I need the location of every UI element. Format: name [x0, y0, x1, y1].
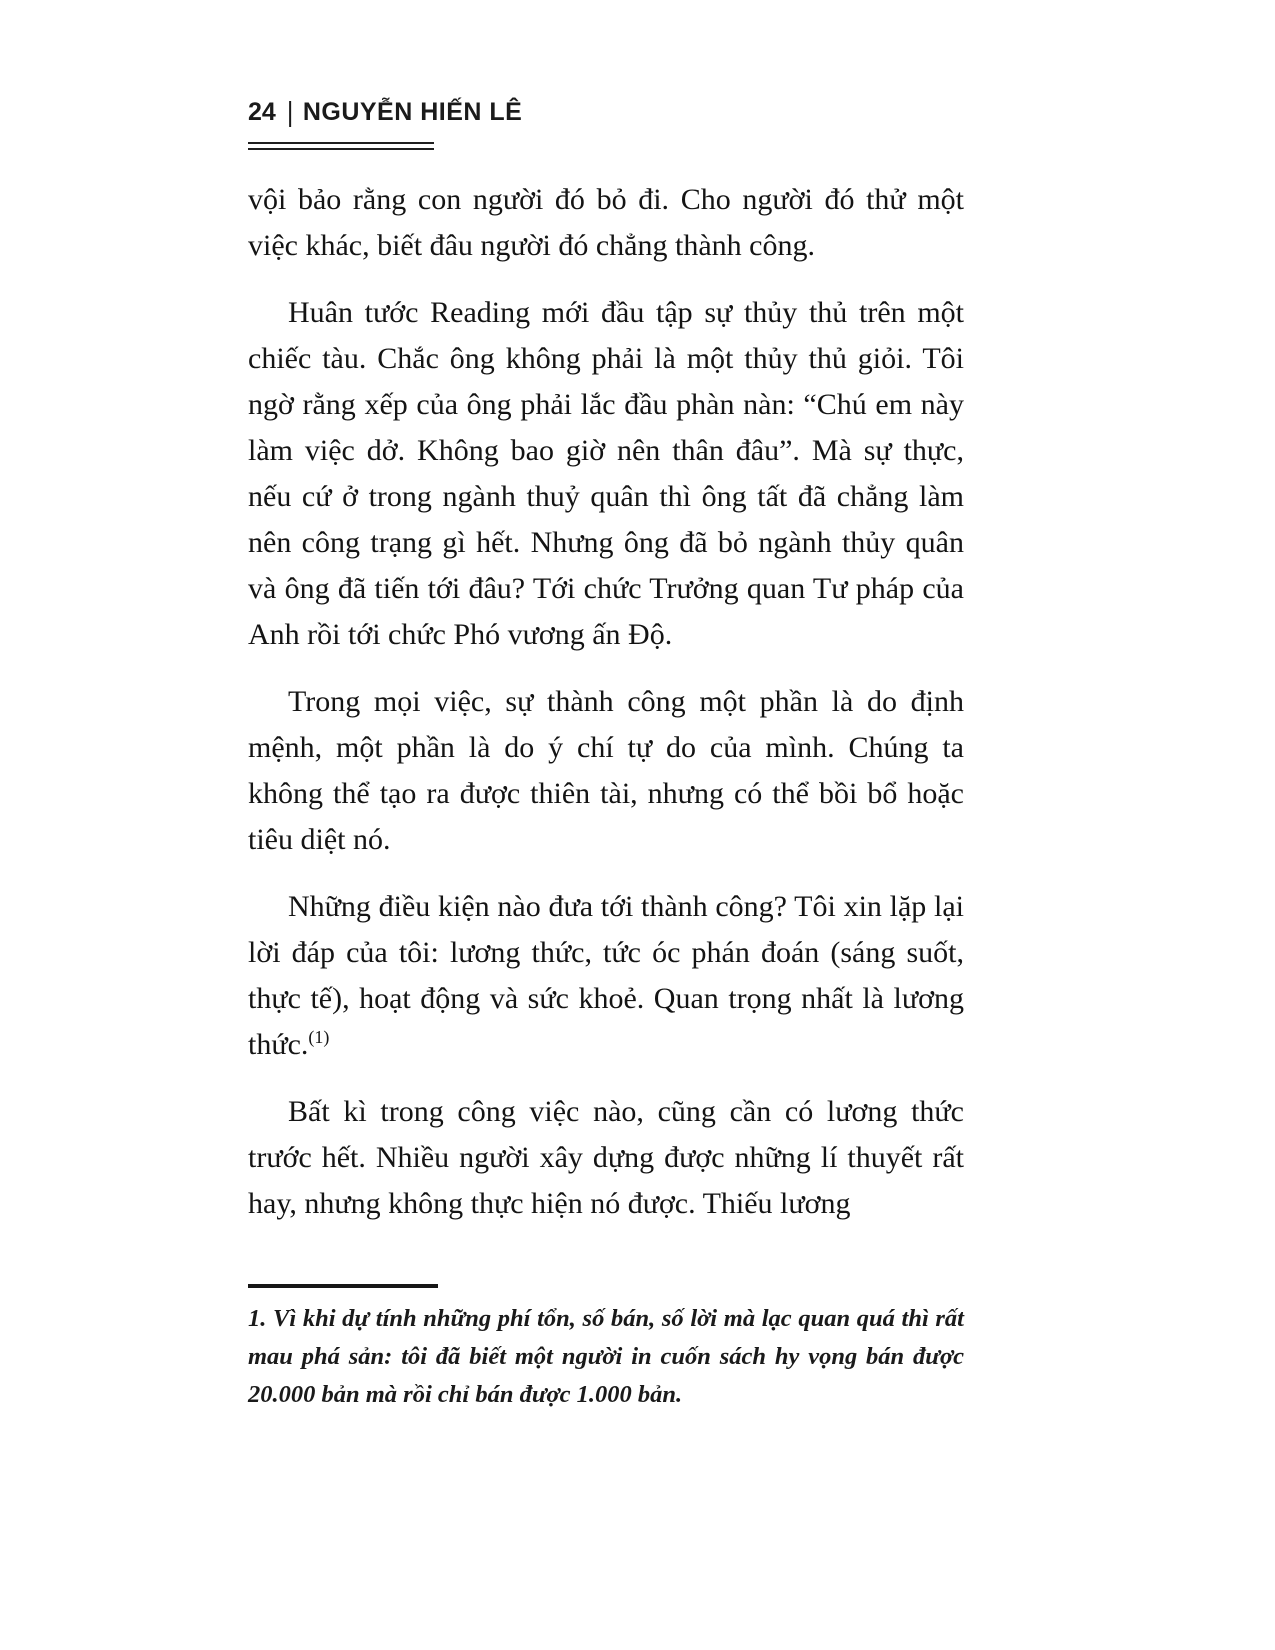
- header-rule: [248, 142, 434, 150]
- footnote-marker: (1): [308, 1027, 330, 1047]
- paragraph: Bất kì trong công việc nào, cũng cần có lương thức trước hết. Nhiều người xây dựng được những lí thuyết rất hay, nhưng không thực hiện nó được. Thiếu lương: [248, 1095, 964, 1220]
- body-text: [248, 177, 964, 1227]
- paragraph: [248, 884, 964, 1068]
- footnote-rule: [248, 1284, 438, 1288]
- paragraph: vội bảo rằng con người đó bỏ đi. Cho người đó thử một việc khác, biết đâu người đó chẳng thành công.: [248, 183, 964, 262]
- page-number: 24: [248, 98, 276, 126]
- page-content: [248, 98, 964, 1248]
- page-header: [248, 98, 964, 150]
- paragraph-text: Những điều kiện nào đưa tới thành công? Tôi xin lặp lại lời đáp của tôi: lương thức, tức óc phán đoán (sáng suốt, thực tế), hoạt động và sức khoẻ. Quan trọng nhất là lương thức.: [248, 890, 964, 1061]
- footnote-area: [248, 1284, 964, 1414]
- header-separator: |: [286, 96, 294, 128]
- author-name: NGUYỄN HIẾN LÊ: [302, 98, 523, 126]
- running-head: [248, 98, 964, 127]
- paragraph: Huân tước Reading mới đầu tập sự thủy thủ trên một chiếc tàu. Chắc ông không phải là một thủy thủ giỏi. Tôi ngờ rằng xếp của ông phải lắc đầu phàn nàn: “Chú em này làm việc dở. Không bao giờ nên thân đâu”. Mà sự thực, nếu cứ ở trong ngành thuỷ quân thì ông tất đã chẳng làm nên công trạng gì hết. Nhưng ông đã bỏ ngành thủy quân và ông đã tiến tới đâu? Tới chức Trưởng quan Tư pháp của Anh rồi tới chức Phó vương ấn Độ.: [248, 296, 964, 651]
- footnote-text: 1. Vì khi dự tính những phí tổn, số bán, số lời mà lạc quan quá thì rất mau phá sản: tôi đã biết một người in cuốn sách hy vọng bán được 20.000 bản mà rồi chỉ bán được 1.000 bản.: [248, 1305, 964, 1408]
- paragraph: Trong mọi việc, sự thành công một phần là do định mệnh, một phần là do ý chí tự do của mình. Chúng ta không thể tạo ra được thiên tài, nhưng có thể bồi bổ hoặc tiêu diệt nó.: [248, 685, 964, 856]
